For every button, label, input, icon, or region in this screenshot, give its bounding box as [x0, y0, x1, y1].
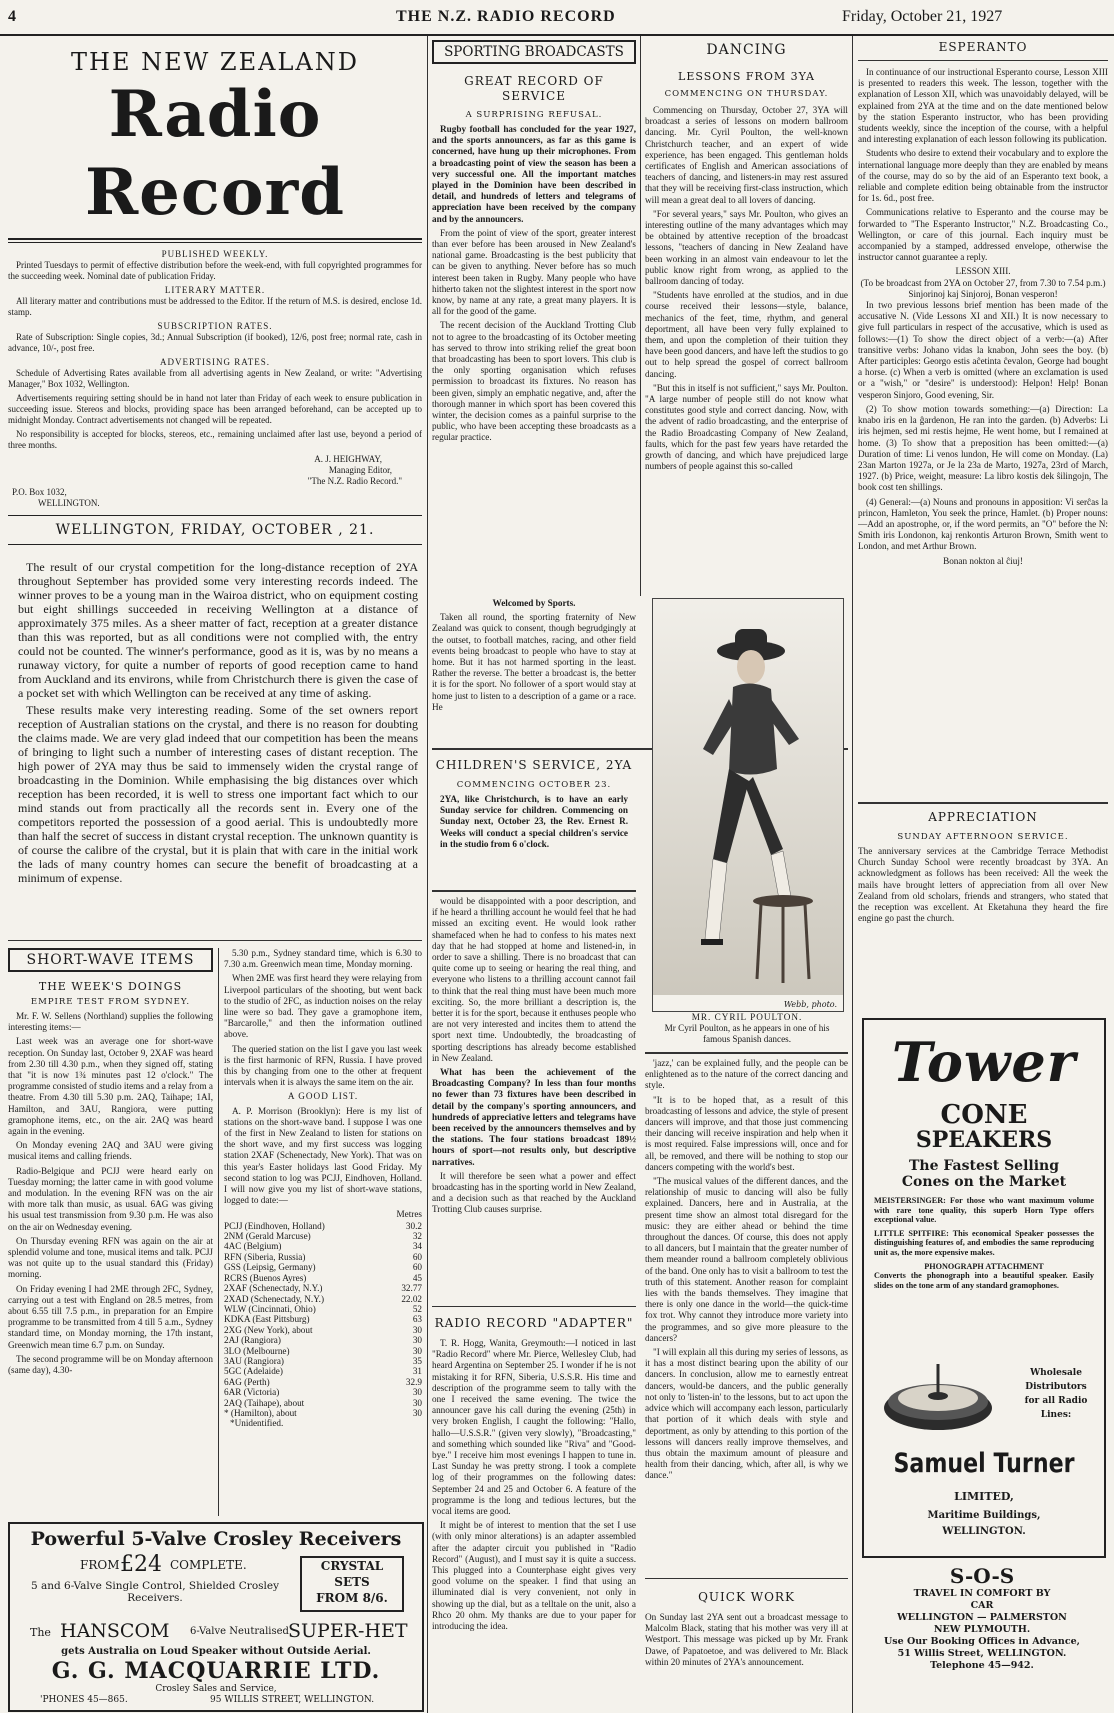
literary-head: LITERARY MATTER. — [164, 285, 266, 295]
children-sub: COMMENCING OCTOBER 23. — [456, 780, 612, 790]
po-city: WELLINGTON. — [38, 498, 100, 508]
tower-speakers: SPEAKERS — [915, 1127, 1053, 1153]
advertising-text: No responsibility is accepted for blocks, stereos, etc., remaining unclaimed after last use, beyond a period of three months. — [8, 429, 422, 450]
station-name: 3LO (Melbourne) — [224, 1345, 290, 1356]
esperanto-paragraph: Students who desire to extend their vocabulary and to explore the international language more deeply than they are enabled by means of the course, may do so by the aid of an Esperanto text book, a reliable and complete edition being obtainable from the instructor for 1s. 6d., post free. — [858, 148, 1108, 204]
station-row — [224, 1304, 422, 1314]
station-name: 2XAF (Schenectady, N.Y.) — [224, 1283, 323, 1294]
station-name: RFN (Siberia, Russia) — [224, 1251, 306, 1262]
esperanto-section — [858, 40, 1108, 800]
tower-market: Cones on the Market — [901, 1174, 1067, 1190]
quick-work-text: On Sunday last 2YA sent out a broadcast message to Malcolm Black, stating that his mother was very ill at Westport. This message was picked up by Mr. Frank Dawe, of Papatoetoe, and was delivered to Mr. Black within 20 minutes of 2YA's announcement. — [645, 1612, 848, 1667]
esperanto-paragraph: In continuance of our instructional Esperanto course, Lesson XIII is presented to readers this week. The lesson, together with the explanation of Lesson XII, which was unavoidably delayed, will be explained from 2YA at the time and on the date mentioned below by the station Esperanto instructor, who has been providing students weekly, since the inception of the course, with a helpful and interesting explanation of each lesson following its publication. — [858, 67, 1108, 145]
crosley-complete: COMPLETE. — [170, 1558, 247, 1572]
paper-title: THE N.Z. RADIO RECORD — [396, 8, 616, 25]
column-rule — [852, 36, 853, 1713]
dancing-section — [645, 40, 848, 596]
adapter-title: RADIO RECORD "ADAPTER" — [434, 1316, 634, 1330]
station-name: 2XAD (Schenectady, N.Y.) — [224, 1293, 325, 1304]
wholesale-line: for all Radio — [1024, 1396, 1088, 1406]
samuel-turner: Samuel Turner — [893, 1448, 1075, 1479]
quick-work-section — [645, 1584, 848, 1712]
advertising-head: ADVERTISING RATES. — [160, 357, 270, 367]
dancing-paragraph: "I will explain all this during my series of lessons, as it has a most distinct bearing upon the ability of our dancers. In conclusion, allow me to earnestly entreat dancers, would-be dancers, and the public generally not only to 'listen-in' to the lessons, but to act upon the advice which will accompany each lesson, particularly that portion of it which deals with style and deportment, as only by attending to this portion of the lessons will dancers really improve themselves, and thus obtain the maximum amount of pleasure and health from their dancing, which, after all, is why we dance." — [645, 1347, 848, 1481]
station-name: WLW (Cincinnati, Ohio) — [224, 1303, 316, 1314]
dancing-paragraph: "Students have enrolled at the studios, and in due course received their lessons—style, balance, mechanics of the feet, time, rhythm, and general deportment, all have been very fully explained to them, and upon the completion of their tuition they have been good dancers, and have left the studios to go out to help spread the gospel of correct ballroom dancing. — [645, 290, 848, 379]
photo-credit: Webb, photo. — [783, 1000, 837, 1009]
crosley-desc: 5 and 6-Valve Single Control, Shielded Crosley Receivers. — [30, 1580, 280, 1604]
column-rule — [427, 36, 428, 1713]
sporting-lead: Rugby football has concluded for the year 1927, and the sports announcers, as far as this game is concerned, have hung up their microphones. From a broadcasting point of view the season has been a very successful one. All the important matches played in the Dominion have been described in detail, and hundreds of letters and telegrams of appreciation have been received by the company and by the announcers. — [432, 124, 636, 224]
crosley-title: Powerful 5-Valve Crosley Receivers — [30, 1528, 402, 1550]
meister-head: MEISTERSINGER: — [874, 1196, 946, 1205]
station-name: 2AJ (Rangiora) — [224, 1335, 281, 1346]
lesson-greeting: Sinjorinoj kaj Sinjoroj, Bonan vesperon! — [908, 288, 1058, 299]
caption-text: Mr Cyril Poulton, as he appears in one of his famous Spanish dances. — [664, 1023, 830, 1045]
editor-name: A. J. HEIGHWAY, — [314, 454, 382, 464]
divider — [8, 940, 422, 941]
tower-brand: Tower — [891, 1030, 1077, 1094]
crystal-line: CRYSTAL — [320, 1559, 384, 1573]
spitfire-text: This economical Speaker possesses the distinguishing features of, and embodies the same reproducing unit as, the more expensive makes. — [874, 1228, 1094, 1257]
station-row — [224, 1283, 422, 1293]
sos-line: TRAVEL IN COMFORT BY — [913, 1588, 1051, 1599]
unidentified-note: *Unidentified. — [230, 1418, 284, 1429]
station-metres: 32.77 — [401, 1283, 422, 1294]
tower-city: WELLINGTON. — [942, 1526, 1026, 1537]
sporting-section — [432, 40, 636, 596]
shortwave-paragraph: Mr. F. W. Sellens (Northland) supplies the following interesting items:— — [8, 1011, 213, 1033]
station-metres: 32.9 — [405, 1376, 422, 1387]
hanscom-name: HANSCOM — [60, 1620, 170, 1642]
station-row — [224, 1398, 422, 1408]
sos-ad — [862, 1564, 1102, 1710]
crosley-price: £24 — [120, 1552, 162, 1577]
lesson-broadcast: (To be broadcast from 2YA on October 27, from 7.30 to 7.54 p.m.) — [860, 277, 1106, 288]
sos-line: Use Our Booking Offices in Advance, — [884, 1636, 1080, 1647]
subscription-text: Rate of Subscription: Single copies, 3d.; Annual Subscription (if booked), 12/6, post free; normal rate, cash in advance, 10/-, post free. — [8, 332, 422, 353]
advertising-text: Schedule of Advertising Rates available from all advertising agents in New Zealand, or write: "Advertising Manager," Box 1032, Wellington. — [8, 368, 422, 389]
shortwave-title: SHORT-WAVE ITEMS — [8, 948, 213, 972]
good-list-head: A GOOD LIST. — [287, 1091, 359, 1102]
sos-title: S-O-S — [949, 1564, 1015, 1588]
page-header — [0, 0, 1114, 36]
lesson-head: LESSON XIII. — [955, 266, 1011, 277]
appreciation-title: APPRECIATION — [928, 810, 1038, 824]
station-name: 4AC (Belgium) — [224, 1241, 282, 1252]
esperanto-closing: Bonan nokton al ĉiuj! — [943, 555, 1023, 566]
shortwave-paragraph: On Friday evening I had 2ME through 2FC, Sydney, carrying out a test with England on 28.5 metres, from about 6.55 till 7.5 p.m., in preparation for an Empire programme to be transmitted from 4 till 5 a.m., Sydney standard time, on Monday morning, the 17th instant, Greenwich mean time 6.7 p.m. on Sunday. — [8, 1283, 213, 1350]
shortwave-paragraph: 5.30 p.m., Sydney standard time, which is 6.30 to 7.30 a.m. Greenwich mean time, Monday morning. — [224, 948, 422, 970]
spitfire-head: LITTLE SPITFIRE: — [874, 1228, 949, 1238]
crosley-from: FROM — [80, 1558, 120, 1572]
station-name: GSS (Leipsig, Germany) — [224, 1262, 316, 1273]
appreciation-section — [858, 806, 1108, 1002]
phono-head: PHONOGRAPH ATTACHMENT — [924, 1261, 1044, 1271]
photo-caption — [652, 1012, 842, 1052]
children-text: 2YA, like Christchurch, is to have an early Sunday service for children. Commencing on Sunday next, October 23, the Rev. Ernest R. Weeks will conduct a special children's service in the studio from 6 o'clock. — [440, 794, 628, 849]
station-metres: 34 — [412, 1241, 422, 1252]
station-row — [224, 1366, 422, 1376]
station-row — [224, 1335, 422, 1345]
station-metres: 45 — [412, 1272, 422, 1283]
station-metres: 31 — [412, 1366, 422, 1377]
phono-text: Converts the phonograph into a beautiful speaker. Easily slides on the tone arm of any standard gramophones. — [874, 1271, 1094, 1290]
dancing-subtitle: LESSONS FROM 3YA — [678, 70, 815, 83]
crosley-sales: Crosley Sales and Service, — [155, 1684, 277, 1694]
esperanto-paragraph: (4) General:—(a) Nouns and pronouns in apposition: Vi serĉas la princon, Hamleton, You seek the prince, Hamlet. (b) Proper nouns:—Add an apostrophe, or, if the word permits, an "O" before the N: Smith iris Londonon, kaj renkontis Arturon Brown, Smith went to London, and met Arthur Brown. — [858, 496, 1108, 552]
shortwave-section — [8, 948, 426, 1516]
esperanto-paragraph: (2) To show motion towards something:—(a) Direction: La knabo iris en la ĝardenon, He ran into the garden. (b) Adverbs: Li iris hejmen, sed mi restis hejme, He went home, but I remained at home. (3) To show that a preposition has been omitted:—(a) Duration of time: Li venos lundon, He will come on Monday. (La) 23an Marton 1927a, or Je la 23a de Marto, 1927a, 23rd of March, 1927. (b) Price, weight, measure: La libro kostis dek ŝilingojn, The book cost ten shillings. — [858, 403, 1108, 493]
masthead-line1: THE NEW ZEALAND — [71, 48, 359, 76]
station-row — [224, 1377, 422, 1387]
dateline: WELLINGTON, FRIDAY, OCTOBER , 21. — [55, 522, 375, 538]
children-title: CHILDREN'S SERVICE, 2YA — [435, 758, 633, 772]
address: 95 WILLIS STREET, WELLINGTON. — [210, 1695, 375, 1705]
editorial-paragraph: The result of our crystal competition for the long-distance reception of 2YA throughout September has provided some very interesting records indeed. The winner proves to be a young man in the Wairoa district, who on equipment costing but eight shillings succeeded in receiving Wellington at a distance of approximately 375 miles. As a sheer matter of fact, reception at a greater distance than this was reported, but as all conditions were not complied with, the entry could not be counted. The winner's performance, good as it is, was by no means a runaway victory, for quite a number of reports of good reception came to hand from Auckland and its environs, while from Christchurch there is given the case of a pocket set with which Wellington can be received at any time of asking. — [18, 560, 418, 700]
crosley-ad — [8, 1522, 424, 1712]
station-metres: 35 — [412, 1355, 422, 1366]
po-box: P.O. Box 1032, — [12, 487, 67, 497]
masthead-logo: Radio Record — [84, 77, 346, 230]
dancing-paragraph: Commencing on Thursday, October 27, 3YA will broadcast a series of lessons on modern ballroom dancing. Mr. Cyril Poulton, the well-known Christchurch teacher, and an expert of wide experience, has been engaged. This gentleman holds certificates of English and American associations of teachers of dancing, and listeners-in may rest assured that they will be receiving first-class instruction, which will mean a great deal to all lovers of dancing. — [645, 105, 848, 205]
column-rule — [640, 36, 641, 596]
station-name: 3AU (Rangiora) — [224, 1355, 284, 1366]
sporting-paragraph: Taken all round, the sporting fraternity of New Zealand was quick to consent, though begrudgingly at the outset, to football matches, racing, and other field events being broadcast to people who have to stay at home. But it has not harmed sporting in the least. Rather the reverse. The better a broadcast is, the better it is for the sport. No follower of a sport would stay at home just to listen to a description of a game or a race. He — [432, 612, 636, 712]
phones: 'PHONES 45—865. — [40, 1695, 128, 1705]
sporting-paragraph: From the point of view of the sport, greater interest than ever before has been aroused in New Zealand's national game. Broadcasting is the best publicity that can be given to anything. Never before has so much interest been taken in Rugby. Many people who have hitherto taken not the slightest interest in the sport now know, by name at any rate, a great many players. It is all for the good of the game. — [432, 227, 636, 317]
tower-cone: CONE — [940, 1100, 1028, 1130]
station-metres: 60 — [412, 1262, 422, 1273]
station-metres: 22.02 — [401, 1293, 422, 1304]
sporting-title: SPORTING BROADCASTS — [432, 40, 636, 64]
station-metres: 60 — [412, 1251, 422, 1262]
station-name: 6AG (Perth) — [224, 1376, 270, 1387]
sporting-subtitle: GREAT RECORD OF SERVICE — [464, 74, 604, 103]
station-metres: 30 — [412, 1335, 422, 1346]
hanscom-gets: gets Australia on Loud Speaker without Outside Aerial. — [61, 1646, 371, 1657]
sporting-paragraph: What has been the achievement of the Broadcasting Company? In less than four months no fewer than 73 fixtures have been described in detail by the company's sporting announcers, and hundreds of appreciative letters and telegrams have been received by the announcers themselves and by the stations. The four stations broadcast 189½ hours of sport—not results only, but descriptive narratives. — [432, 1067, 636, 1167]
children-section — [432, 754, 636, 890]
tower-fastest: The Fastest Selling — [908, 1158, 1060, 1174]
station-row — [224, 1387, 422, 1397]
station-row — [224, 1346, 422, 1356]
poulton-photo — [653, 599, 843, 995]
sporting-paragraph: would be disappointed with a poor description, and if he heard a thrilling account he would feel that he had missed an exciting event. He would look rather shamefaced when he had to confess to his mates next day that he had stopped at home and listened-in, in order to save a shilling. There is no broadcast that can quite come up to seeing or hearing the real thing, and everyone who listens to a thrilling account cannot fail to think that the real thing must have been much more exciting. So, the more brilliant a description is, the better it is for the sport, because it enthuses people who are not very interested and incites them to attend the sport next time. Undoubtedly, the broadcasting of sporting descriptions has already become established in New Zealand. — [432, 896, 636, 1063]
meister-text: For those who want maximum volume with rare tone quality, this superb Horn Type offers exceptional value. — [874, 1196, 1094, 1225]
tower-maritime: Maritime Buildings, — [927, 1510, 1041, 1521]
station-name: * (Hamilton), about — [224, 1407, 297, 1418]
wholesale-line: Lines: — [1040, 1410, 1072, 1420]
dancing-paragraph: "For several years," says Mr. Poulton, who gives an interesting outline of the many advantages which may be obtained by attentive reception of the broadcast lessons, "teachers of dancing in New Zealand have been working in an almost vain endeavour to let the public know right from wrong, as applied to the ballroom dancing of today. — [645, 208, 848, 287]
poulton-photo-frame — [652, 598, 844, 1012]
speaker-illustration-icon — [878, 1356, 998, 1440]
station-row — [224, 1356, 422, 1366]
station-row — [224, 1273, 422, 1283]
station-metres: 52 — [412, 1303, 422, 1314]
station-row — [224, 1252, 422, 1262]
wholesale-block — [1014, 1366, 1098, 1422]
esperanto-title: ESPERANTO — [938, 40, 1028, 54]
shortwave-paragraph: Radio-Belgique and PCJJ were heard early on Tuesday morning; the latter came in with good volume and modulation. In the evening RFN was on the air with more talk than music, as usual. 6AG was giving his usual test transmission from 9.30 p.m. He was also on the air on Wednesday evening. — [8, 1165, 213, 1232]
dancing-paragraph: 'jazz,' can be explained fully, and the people can be enlightened as to the nature of the correct dancing and style. — [645, 1058, 848, 1091]
adapter-section — [432, 1312, 636, 1712]
sos-line: NEW PLYMOUTH. — [933, 1624, 1031, 1635]
sos-line: WELLINGTON — PALMERSTON — [897, 1612, 1067, 1623]
appreciation-text: The anniversary services at the Cambridge Terrace Methodist Church Sunday School were recently broadcast by 3YA. An acknowledgment as follows has been received: All the week the mails have brought letters of appreciation from all over New Zealand from old scholars, friends and strangers, who stated that the reception was excellent. At Eketahuna they heard the fire engine go past the church. — [858, 846, 1108, 924]
shortwave-paragraph: Last week was an average one for short-wave reception. On Sunday last, October 9, 2XAF was heard from 2.30 till 4.30 p.m., when they signed off, stating that "it is now 1¾ minutes past 12 o'clock." The programme consisted of studio items and a relay from a theatre. From 4.30 till 5.30 p.m. 2AQ, Taihape; 1AI, Hamilton, and 3AU, Rangiora, were putting gramophone items, etc., on the air. 2AQ was heard again in the evening. — [8, 1036, 213, 1137]
quick-work-title: QUICK WORK — [698, 1590, 795, 1604]
station-metres: 30.2 — [405, 1220, 422, 1231]
shortwave-subtitle: THE WEEK'S DOINGS — [38, 980, 183, 993]
station-table — [224, 1221, 422, 1419]
sos-line: Telephone 45—942. — [930, 1660, 1034, 1671]
company-name: G. G. MACQUARRIE LTD. — [51, 1658, 381, 1684]
literary-text: All literary matter and contributions must be addressed to the Editor. If the return of M.S. is desired, enclose 1d. stamp. — [8, 296, 422, 317]
station-row — [224, 1408, 422, 1418]
appreciation-sub: SUNDAY AFTERNOON SERVICE. — [897, 832, 1069, 842]
published-text: Printed Tuesdays to permit of effective distribution before the week-end, with full copyrighted programmes for the succeeding week. Nominal date of publication Friday. — [8, 260, 422, 281]
station-metres: 30 — [412, 1324, 422, 1335]
station-metres: 30 — [412, 1345, 422, 1356]
shortwave-sub2: EMPIRE TEST FROM SYDNEY. — [30, 997, 191, 1007]
advertising-text: Advertisements requiring setting should be in hand not later than Friday of each week to ensure publication in succeeding issue. Stereos and blocks, providing space has been arranged beforehand, can be accepted up to midnight Monday. Contract advertisements not changed will be repeated. — [8, 393, 422, 425]
hanscom-the: The — [30, 1626, 51, 1639]
hanscom-valve: 6-Valve Neutralised — [190, 1626, 289, 1637]
station-row — [224, 1221, 422, 1231]
editorial-paragraph: These results make very interesting reading. Some of the set owners report reception of Australian stations on the crystal, and there is no reason for doubting the claims made. We are very glad indeed that our competition has been the means of bringing to light such a number of interesting cases of distant reception. The high power of 2YA may thus be said to immensely widen the crystal range of broadcasting in the Dominion. While emphasising the big distances over which reception has been recorded, it is well to stress one important fact which to our mind stands out from practically all the records sent in. Every one of the competitors reported the possession of a good aerial. This is undoubtedly more than half the secret of success in distant crystal reception. The unknown quantity is of course the calibre of the crystal, but it is plain that with care in the initial work the lads of many country homes can secure the benefit of broadcasting at a minimum of expense. — [18, 703, 418, 885]
issue-date: Friday, October 21, 1927 — [842, 8, 1003, 25]
station-name: PCJJ (Eindhoven, Holland) — [224, 1220, 325, 1231]
station-name: 2NM (Gerald Marcuse) — [224, 1231, 311, 1242]
superhet: SUPER-HET — [288, 1620, 408, 1642]
adapter-paragraph: It might be of interest to mention that the set I use (with only minor alterations) is an adapter assembled after the adapter circuit you published in "Radio Record" (August), and I must say it is quite a success. This plugged into a Counterphase eight gives very good volume on the speaker. I find that using an illuminated dial is very convenient, not only in showing up the dial, but as a telltale on the unit, also a Rhco 20 ohm. My thanks are due to your paper for introducing the idea. — [432, 1520, 636, 1632]
station-name: 2AQ (Taihape), about — [224, 1397, 305, 1408]
masthead — [8, 40, 422, 580]
sporting-paragraph: The recent decision of the Auckland Trotting Club not to agree to the broadcasting of its October meeting has served to throw into striking relief the great boon that broadcasting has been to sport lovers. This club is the only sporting organisation which refuses permission to broadcast its fixtures. No reason has been given, simply an emphatic negative, and, after the thorough manner in which sport has been covered this winter, the decision comes as a painful surprise to the public, who have been accepting these broadcasts as a regular practice. — [432, 320, 636, 443]
station-row — [224, 1325, 422, 1335]
metres-head: Metres — [396, 1209, 422, 1220]
caption-name: MR. CYRIL POULTON. — [691, 1012, 803, 1022]
shortwave-paragraph: The second programme will be on Monday afternoon (same day), 4.30- — [8, 1353, 213, 1376]
subscription-head: SUBSCRIPTION RATES. — [157, 321, 273, 331]
wholesale-line: Wholesale — [1030, 1368, 1082, 1378]
station-name: 6AR (Victoria) — [224, 1387, 280, 1398]
esperanto-paragraph: In two previous lessons brief mention has been made of the accusative N. (Vide Lessons XI and XII.) It is now necessary to give full particulars in respect of the accusative, which is used as follows:—(1) To show the direct object of a verb:—(a) After transitive verbs: Johano vidas la knabon, John sees the boy. (b) After participles: Georgo estis aĉetinta ĉevalon, George had bought a horse. (c) When a verb is omitted (where an exclamation is used or a "wish," or "desire" is understood): Helpon! Help! Bonan vesperon Sinjoro, Good evening, Sir. — [858, 300, 1108, 400]
adapter-paragraph: T. R. Hogg, Wanita, Greymouth:—I noticed in last "Radio Record" where Mr. Pierce, Wellesley Club, had heard Argentina on September 25. I wonder if he is not mistaking it for RFN, Siberia, U.S.S.R. His time and description of the programme seem to tally with the one I received the same evening. The twice the announcer gave his call during the evening (25th) in very broken English, I caught the following: "Hallo, hallo—U.S.S.R." (given very slowly), "Broadcasting," and something which sounded like "Riva" and "Good-bye." I receive him most evenings I happen to tune in. Last Sunday he was pretty strong. I took a complete log of their programmes on the following dates: September 24 and 25 and October 6. A feature of the programme is the long and tedious lectures, but the vocal items are good. — [432, 1338, 636, 1517]
page-number: 4 — [8, 8, 16, 25]
crystal-sets-box — [300, 1556, 404, 1612]
station-name: KDKA (East Pittsburg) — [224, 1314, 310, 1325]
dancing-sub2: COMMENCING ON THURSDAY. — [664, 89, 829, 99]
station-row — [224, 1294, 422, 1304]
shortwave-paragraph: On Monday evening 2AQ and 3AU were giving musical items and calling friends. — [8, 1140, 213, 1162]
wholesale-line: Distributors — [1025, 1382, 1087, 1392]
station-row — [224, 1314, 422, 1324]
published-head: PUBLISHED WEEKLY. — [161, 249, 269, 259]
sporting-sub2: A SURPRISING REFUSAL. — [465, 110, 603, 120]
sporting-paragraph: It will therefore be seen what a power and effect broadcasting has in the sporting world in New Zealand, and a decision such as that reached by the Auckland Trotting Club causes surprise. — [432, 1170, 636, 1215]
station-row — [224, 1262, 422, 1272]
dancing-paragraph: "But this in itself is not sufficient," says Mr. Poulton. "A large number of people still do not know what constitutes good style and correct dancing. Now, with the advent of radio broadcasting, and the enterprise of the Radio Broadcasting Company of New Zealand, faults, which for the past few years have retarded the growth of dancing, and which have prejudiced large numbers of people against this so-called — [645, 382, 848, 472]
editor-paper: "The N.Z. Radio Record." — [307, 476, 402, 486]
tower-limited: LIMITED, — [954, 1490, 1014, 1503]
station-name: 2XG (New York), about — [224, 1324, 313, 1335]
crystal-line: SETS — [334, 1575, 370, 1589]
editorial — [18, 560, 418, 940]
station-row — [224, 1231, 422, 1241]
shortwave-paragraph: The queried station on the list I gave you last week is the first harmonic of RFN, Russia. I have proved this by changing from one to the other at frequent intervals when it is always the same item on the air. — [224, 1043, 422, 1088]
tower-ad — [862, 1018, 1106, 1558]
esperanto-paragraph: Communications relative to Esperanto and the course may be forwarded to "The Esperanto Instructor," N.Z. Broadcasting Co., Wellington, or care of this journal. Each inquiry must be accompanied by a stamped, addressed envelope, otherwise the instructor cannot guarantee a reply. — [858, 207, 1108, 263]
sos-line: 51 Willis Street, WELLINGTON. — [897, 1648, 1067, 1659]
dancing-title: DANCING — [706, 42, 787, 58]
dancing-paragraph: "It is to be hoped that, as a result of this broadcasting of lessons and advice, the style of present dancers will improve, and that those just commencing their dancing will receive inspiration and help when it is most required. False impressions will, once and for all, be removed, and there will be nothing to stop our dancers competing with the world's best. — [645, 1094, 848, 1172]
dancing-paragraph: "The musical values of the different dances, and the relationship of music to dancing will also be fully explained. Dancers, here and in Australia, at the present time show an almost total disregard for the music: they are either ahead or behind the time throughout the dances. Of course, this does not apply to all dancers, but I maintain that the greater number of them meander round a ballroom completely oblivious of the band. One only has to visit a ballroom to test the truth of this statement. Another reason for complaint lies with the bands themselves. They imagine that there is only one dance in the world—the quick-time fox trot. Why cannot they introduce more variety into the programmes, and so give more pleasure to the dancers? — [645, 1176, 848, 1343]
station-metres: 30 — [412, 1407, 422, 1418]
station-metres: 32 — [412, 1231, 422, 1242]
station-name: 5GC (Adelaide) — [224, 1366, 283, 1377]
station-name: RCRS (Buenos Ayres) — [224, 1272, 307, 1283]
station-row — [224, 1241, 422, 1251]
sos-line: CAR — [970, 1600, 994, 1611]
shortwave-paragraph: A. P. Morrison (Brooklyn): Here is my list of stations on the short-wave band. I suppose I was one of the first in New Zealand to listen for stations on the short wave, and my first success was logging station 2XAF (Schenectady, New York). That was on this year's Easter holidays last Good Friday. My second station to log was PCJJ, Eindhoven, Holland. I will now give you my list of short-wave stations, logged to date:— — [224, 1105, 422, 1206]
station-metres: 30 — [412, 1387, 422, 1398]
station-metres: 63 — [412, 1314, 422, 1325]
shortwave-paragraph: On Thursday evening RFN was again on the air at splendid volume and tone, musical items and talk. PCJJ was not quite up to the usual standard this (Friday) morning. — [8, 1235, 213, 1280]
shortwave-paragraph: When 2ME was first heard they were relaying from Liverpool particulars of the shooting, but went back to the studio of 2FC, as induction noises on the relay line were so bad. They gave a gramophone item, "Barcarolle," and then the information outlined above. — [224, 973, 422, 1040]
station-metres: 30 — [412, 1397, 422, 1408]
welcomed-head: Welcomed by Sports. — [492, 598, 576, 608]
crystal-line: FROM 8/6. — [316, 1591, 388, 1605]
editor-title: Managing Editor, — [328, 465, 392, 475]
